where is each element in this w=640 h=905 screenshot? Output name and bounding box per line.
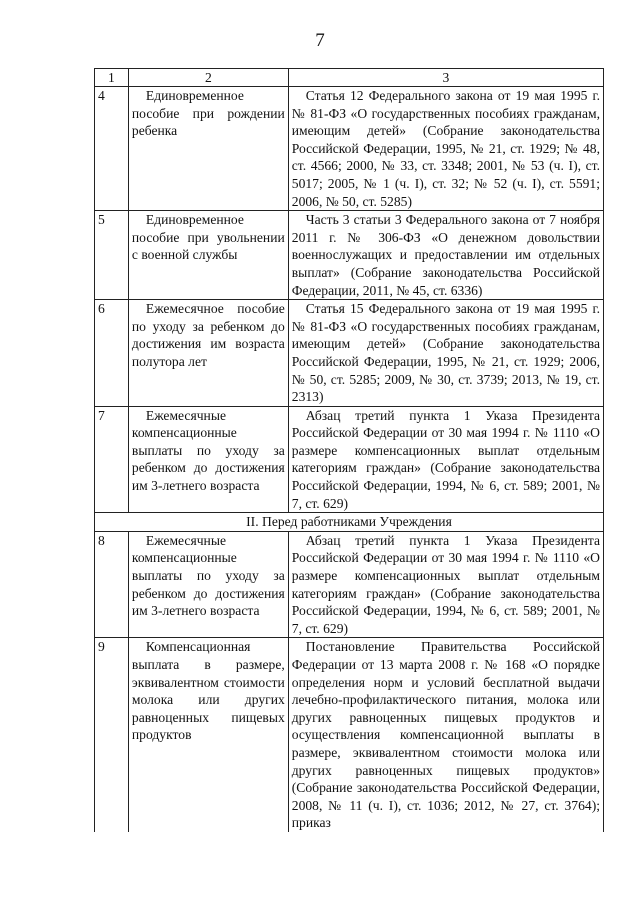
benefits-table bbox=[94, 68, 604, 832]
row-number: 9 bbox=[95, 638, 129, 832]
legal-reference: Статья 15 Федерального закона от 19 мая 1995 г. № 81-ФЗ «О государственных пособиях гражданам, имеющим детей» (Собрание законодательства Российской Федерации, 1995, № 21, ст. 1929; 2006, № 50, ст. 5285; 2009, № 30, ст. 3739; 2013, № 19, ст. 2313) bbox=[288, 300, 603, 407]
table-row bbox=[95, 531, 604, 638]
payment-name: Ежемесячное пособие по уходу за ребенком до достижения им возраста полутора лет bbox=[128, 300, 288, 407]
table-row bbox=[95, 211, 604, 300]
legal-reference: Статья 12 Федерального закона от 19 мая 1995 г. № 81-ФЗ «О государственных пособиях гражданам, имеющим детей» (Собрание законодательства Российской Федерации, 1995, № 21, ст. 1929; № 48, ст. 4566; 2000, № 33, ст. 3348; 2001, № 53 (ч. I), ст. 5017; 2005, № 1 (ч. I), ст. 32; № 52 (ч. I), ст. 5591; 2006, № 50, ст. 5285) bbox=[288, 87, 603, 211]
row-number: 8 bbox=[95, 531, 129, 638]
page-number: 7 bbox=[315, 30, 325, 51]
payment-name: Ежемесячные компенсационные выплаты по уходу за ребенком до достижения им 3-летнего возраста bbox=[128, 531, 288, 638]
legal-reference: Абзац третий пункта 1 Указа Президента Российской Федерации от 30 мая 1994 г. № 1110 «О размере компенсационных выплат отдельным категориям граждан» (Собрание законодательства Российской Федерации, 1994, № 6, ст. 589; 2001, № 7, ст. 629) bbox=[288, 406, 603, 513]
header-col-1: 1 bbox=[95, 69, 129, 87]
legal-reference: Абзац третий пункта 1 Указа Президента Российской Федерации от 30 мая 1994 г. № 1110 «О размере компенсационных выплат отдельным категориям граждан» (Собрание законодательства Российской Федерации, 1994, № 6, ст. 589; 2001, № 7, ст. 629) bbox=[288, 531, 603, 638]
payment-name: Единовременное пособие при увольнении с военной службы bbox=[128, 211, 288, 300]
table-row bbox=[95, 638, 604, 832]
header-col-2: 2 bbox=[128, 69, 288, 87]
row-number: 4 bbox=[95, 87, 129, 211]
payment-name: Компенсационная выплата в размере, эквивалентном стоимости молока или других равноценных пищевых продуктов bbox=[128, 638, 288, 832]
table-row bbox=[95, 300, 604, 407]
section-row bbox=[95, 513, 604, 532]
table-header-row bbox=[95, 69, 604, 87]
payment-name: Ежемесячные компенсационные выплаты по уходу за ребенком до достижения им 3-летнего возраста bbox=[128, 406, 288, 513]
table-row bbox=[95, 406, 604, 513]
payment-name: Единовременное пособие при рождении ребенка bbox=[128, 87, 288, 211]
legal-reference: Постановление Правительства Российской Федерации от 13 марта 2008 г. № 168 «О порядке определения норм и условий бесплатной выдачи лечебно-профилактического питания, молока или других равноценных пищевых продуктов и осуществления компенсационной выплаты в размере, эквивалентном стоимости молока или других равноценных пищевых продуктов» (Собрание законодательства Российской Федерации, 2008, № 11 (ч. I), ст. 1036; 2012, № 27, ст. 3764); приказ bbox=[288, 638, 603, 832]
header-col-3: 3 bbox=[288, 69, 603, 87]
section-title: II. Перед работниками Учреждения bbox=[95, 513, 604, 532]
row-number: 7 bbox=[95, 406, 129, 513]
row-number: 6 bbox=[95, 300, 129, 407]
legal-reference: Часть 3 статьи 3 Федерального закона от 7 ноября 2011 г. № 306-ФЗ «О денежном довольствии военнослужащих и предоставлении им отдельных выплат» (Собрание законодательства Российской Федерации, 2011, № 45, ст. 6336) bbox=[288, 211, 603, 300]
row-number: 5 bbox=[95, 211, 129, 300]
table-row bbox=[95, 87, 604, 211]
